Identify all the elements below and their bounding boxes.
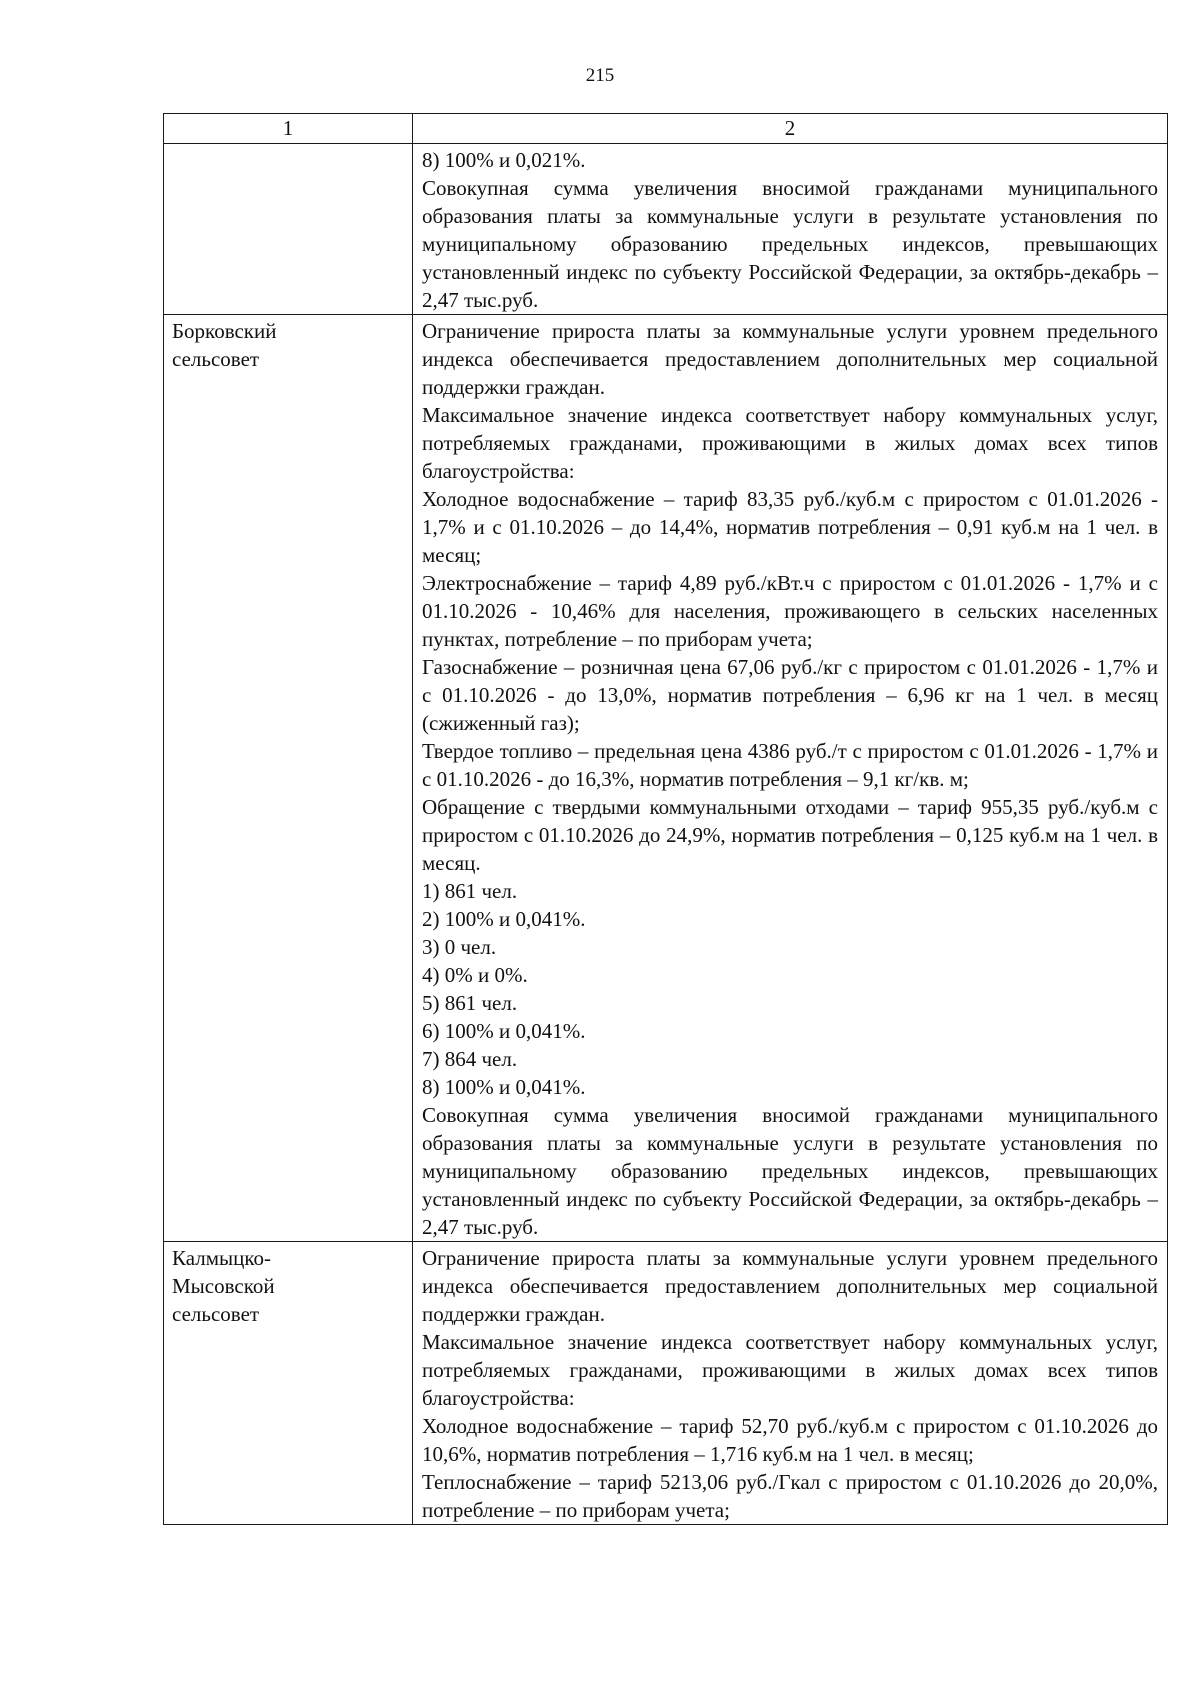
list-item: 5) 861 чел. [422, 991, 518, 1015]
column-header-1: 1 [164, 114, 413, 144]
municipality-name-line: сельсовет [172, 347, 260, 371]
paragraph: Холодное водоснабжение – тариф 83,35 руб./куб.м с приростом с 01.01.2026 - 1,7% и с 01.10.2026 – до 14,4%, норматив потребления – 0,91 куб.м на 1 чел. в месяц; [422, 487, 1158, 567]
paragraph: Электроснабжение – тариф 4,89 руб./кВт.ч с приростом с 01.01.2026 - 1,7% и с 01.10.2026 - 10,46% для населения, проживающего в сельских населенных пунктах, потребление – по приборам учета; [422, 571, 1158, 651]
municipality-name-line: сельсовет [172, 1302, 260, 1326]
list-item: 7) 864 чел. [422, 1047, 518, 1071]
list-item: 6) 100% и 0,041%. [422, 1019, 586, 1043]
list-item: 1) 861 чел. [422, 879, 518, 903]
municipal-index-table [163, 113, 1168, 1525]
list-item: 3) 0 чел. [422, 935, 497, 959]
list-item: 2) 100% и 0,041%. [422, 907, 586, 931]
page-number: 215 [585, 65, 615, 86]
list-item: 8) 100% и 0,041%. [422, 1075, 586, 1099]
paragraph: Ограничение прироста платы за коммунальные услуги уровнем предельного индекса обеспечивается предоставлением дополнительных мер социальной поддержки граждан. [422, 1246, 1158, 1326]
municipality-name-line: Борковский [172, 319, 277, 343]
table-row [164, 144, 1168, 315]
paragraph: Обращение с твердыми коммунальными отходами – тариф 955,35 руб./куб.м с приростом с 01.10.2026 до 24,9%, норматив потребления – 0,125 куб.м на 1 чел. в месяц. [422, 795, 1158, 875]
table-header-row [164, 114, 1168, 144]
table-row [164, 1242, 1168, 1525]
paragraph: Теплоснабжение – тариф 5213,06 руб./Гкал с приростом с 01.10.2026 до 20,0%, потребление – по приборам учета; [422, 1470, 1158, 1522]
paragraph: Твердое топливо – предельная цена 4386 руб./т с приростом с 01.01.2026 - 1,7% и с 01.10.2026 - до 16,3%, норматив потребления – 9,1 кг/кв. м; [422, 739, 1158, 791]
municipality-name-cell [164, 144, 413, 315]
column-header-2: 2 [413, 114, 1168, 144]
list-item: 4) 0% и 0%. [422, 963, 528, 987]
table-row [164, 315, 1168, 1242]
index-description-cell [413, 315, 1168, 1242]
municipality-name-line: Калмыцко- [172, 1246, 271, 1270]
index-description-cell [413, 144, 1168, 315]
paragraph: Совокупная сумма увеличения вносимой гражданами муниципального образования платы за коммунальные услуги в результате установления по муниципальному образованию предельных индексов, превышающих установленный индекс по субъекту Российской Федерации, за октябрь-декабрь – 2,47 тыс.руб. [422, 1103, 1158, 1239]
index-description-cell [413, 1242, 1168, 1525]
paragraph: Ограничение прироста платы за коммунальные услуги уровнем предельного индекса обеспечивается предоставлением дополнительных мер социальной поддержки граждан. [422, 319, 1158, 399]
paragraph: Максимальное значение индекса соответствует набору коммунальных услуг, потребляемых гражданами, проживающими в жилых домах всех типов благоустройства: [422, 1330, 1158, 1410]
paragraph: 8) 100% и 0,021%. [422, 148, 586, 172]
municipality-name-cell [164, 315, 413, 1242]
paragraph: Максимальное значение индекса соответствует набору коммунальных услуг, потребляемых гражданами, проживающими в жилых домах всех типов благоустройства: [422, 403, 1158, 483]
paragraph: Холодное водоснабжение – тариф 52,70 руб./куб.м с приростом с 01.10.2026 до 10,6%, норматив потребления – 1,716 куб.м на 1 чел. в месяц; [422, 1414, 1158, 1466]
municipality-name-cell [164, 1242, 413, 1525]
paragraph: Газоснабжение – розничная цена 67,06 руб./кг с приростом с 01.01.2026 - 1,7% и с 01.10.2026 - до 13,0%, норматив потребления – 6,96 кг на 1 чел. в месяц (сжиженный газ); [422, 655, 1158, 735]
paragraph: Совокупная сумма увеличения вносимой гражданами муниципального образования платы за коммунальные услуги в результате установления по муниципальному образованию предельных индексов, превышающих установленный индекс по субъекту Российской Федерации, за октябрь-декабрь – 2,47 тыс.руб. [422, 176, 1158, 312]
municipality-name-line: Мысовской [172, 1274, 275, 1298]
